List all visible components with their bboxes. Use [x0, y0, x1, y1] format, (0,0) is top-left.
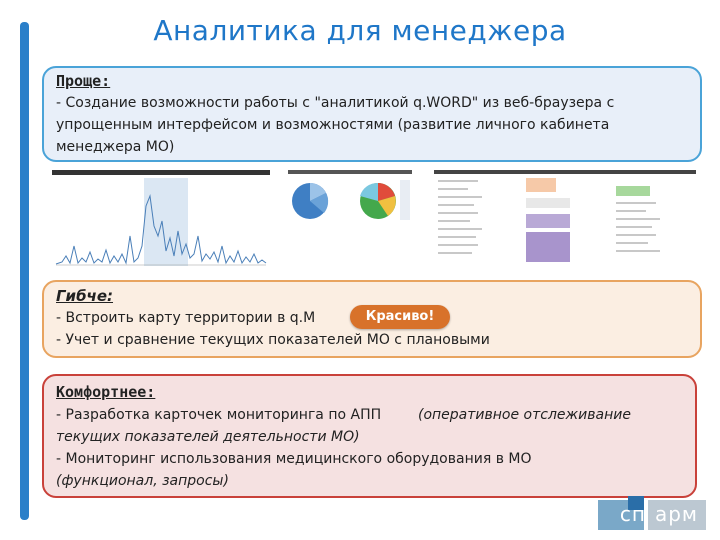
section-comfortable-line: - Разработка карточек мониторинга по АПП	[56, 407, 382, 423]
section-flexible-heading: Гибче:	[56, 287, 114, 305]
logo-text-right: арм	[654, 502, 698, 526]
section-flexible-line: - Встроить карту территории в q.M	[56, 310, 316, 326]
left-accent-bar	[20, 22, 29, 520]
section-comfortable-line: - Мониторинг использования медицинского оборудования в МО	[56, 451, 532, 467]
section-simpler-line: менеджера МО)	[56, 139, 175, 155]
section-comfortable-note: (функционал, запросы)	[56, 473, 229, 489]
logo-text-left: сп	[619, 502, 646, 526]
section-flexible-line: - Учет и сравнение текущих показателей МО с плановыми	[56, 332, 490, 348]
pie-charts-screenshot	[288, 166, 412, 274]
line-chart-screenshot	[52, 166, 270, 274]
page-title: Аналитика для менеджера	[153, 14, 567, 47]
beautiful-badge: Красиво!	[350, 305, 450, 329]
section-simpler-heading: Проще:	[56, 72, 111, 90]
section-comfortable-note: текущих показателей деятельности МО)	[56, 429, 360, 445]
section-comfortable-note: (оперативное отслеживание	[418, 407, 631, 423]
section-comfortable-heading: Комфортнее:	[56, 383, 156, 401]
report-tables-screenshot	[434, 166, 696, 274]
section-simpler-line: упрощенным интерфейсом и возможностями (развитие личного кабинета	[56, 117, 610, 133]
section-simpler-line: - Создание возможности работы с "аналитикой q.WORD" из веб-браузера с	[56, 95, 615, 111]
